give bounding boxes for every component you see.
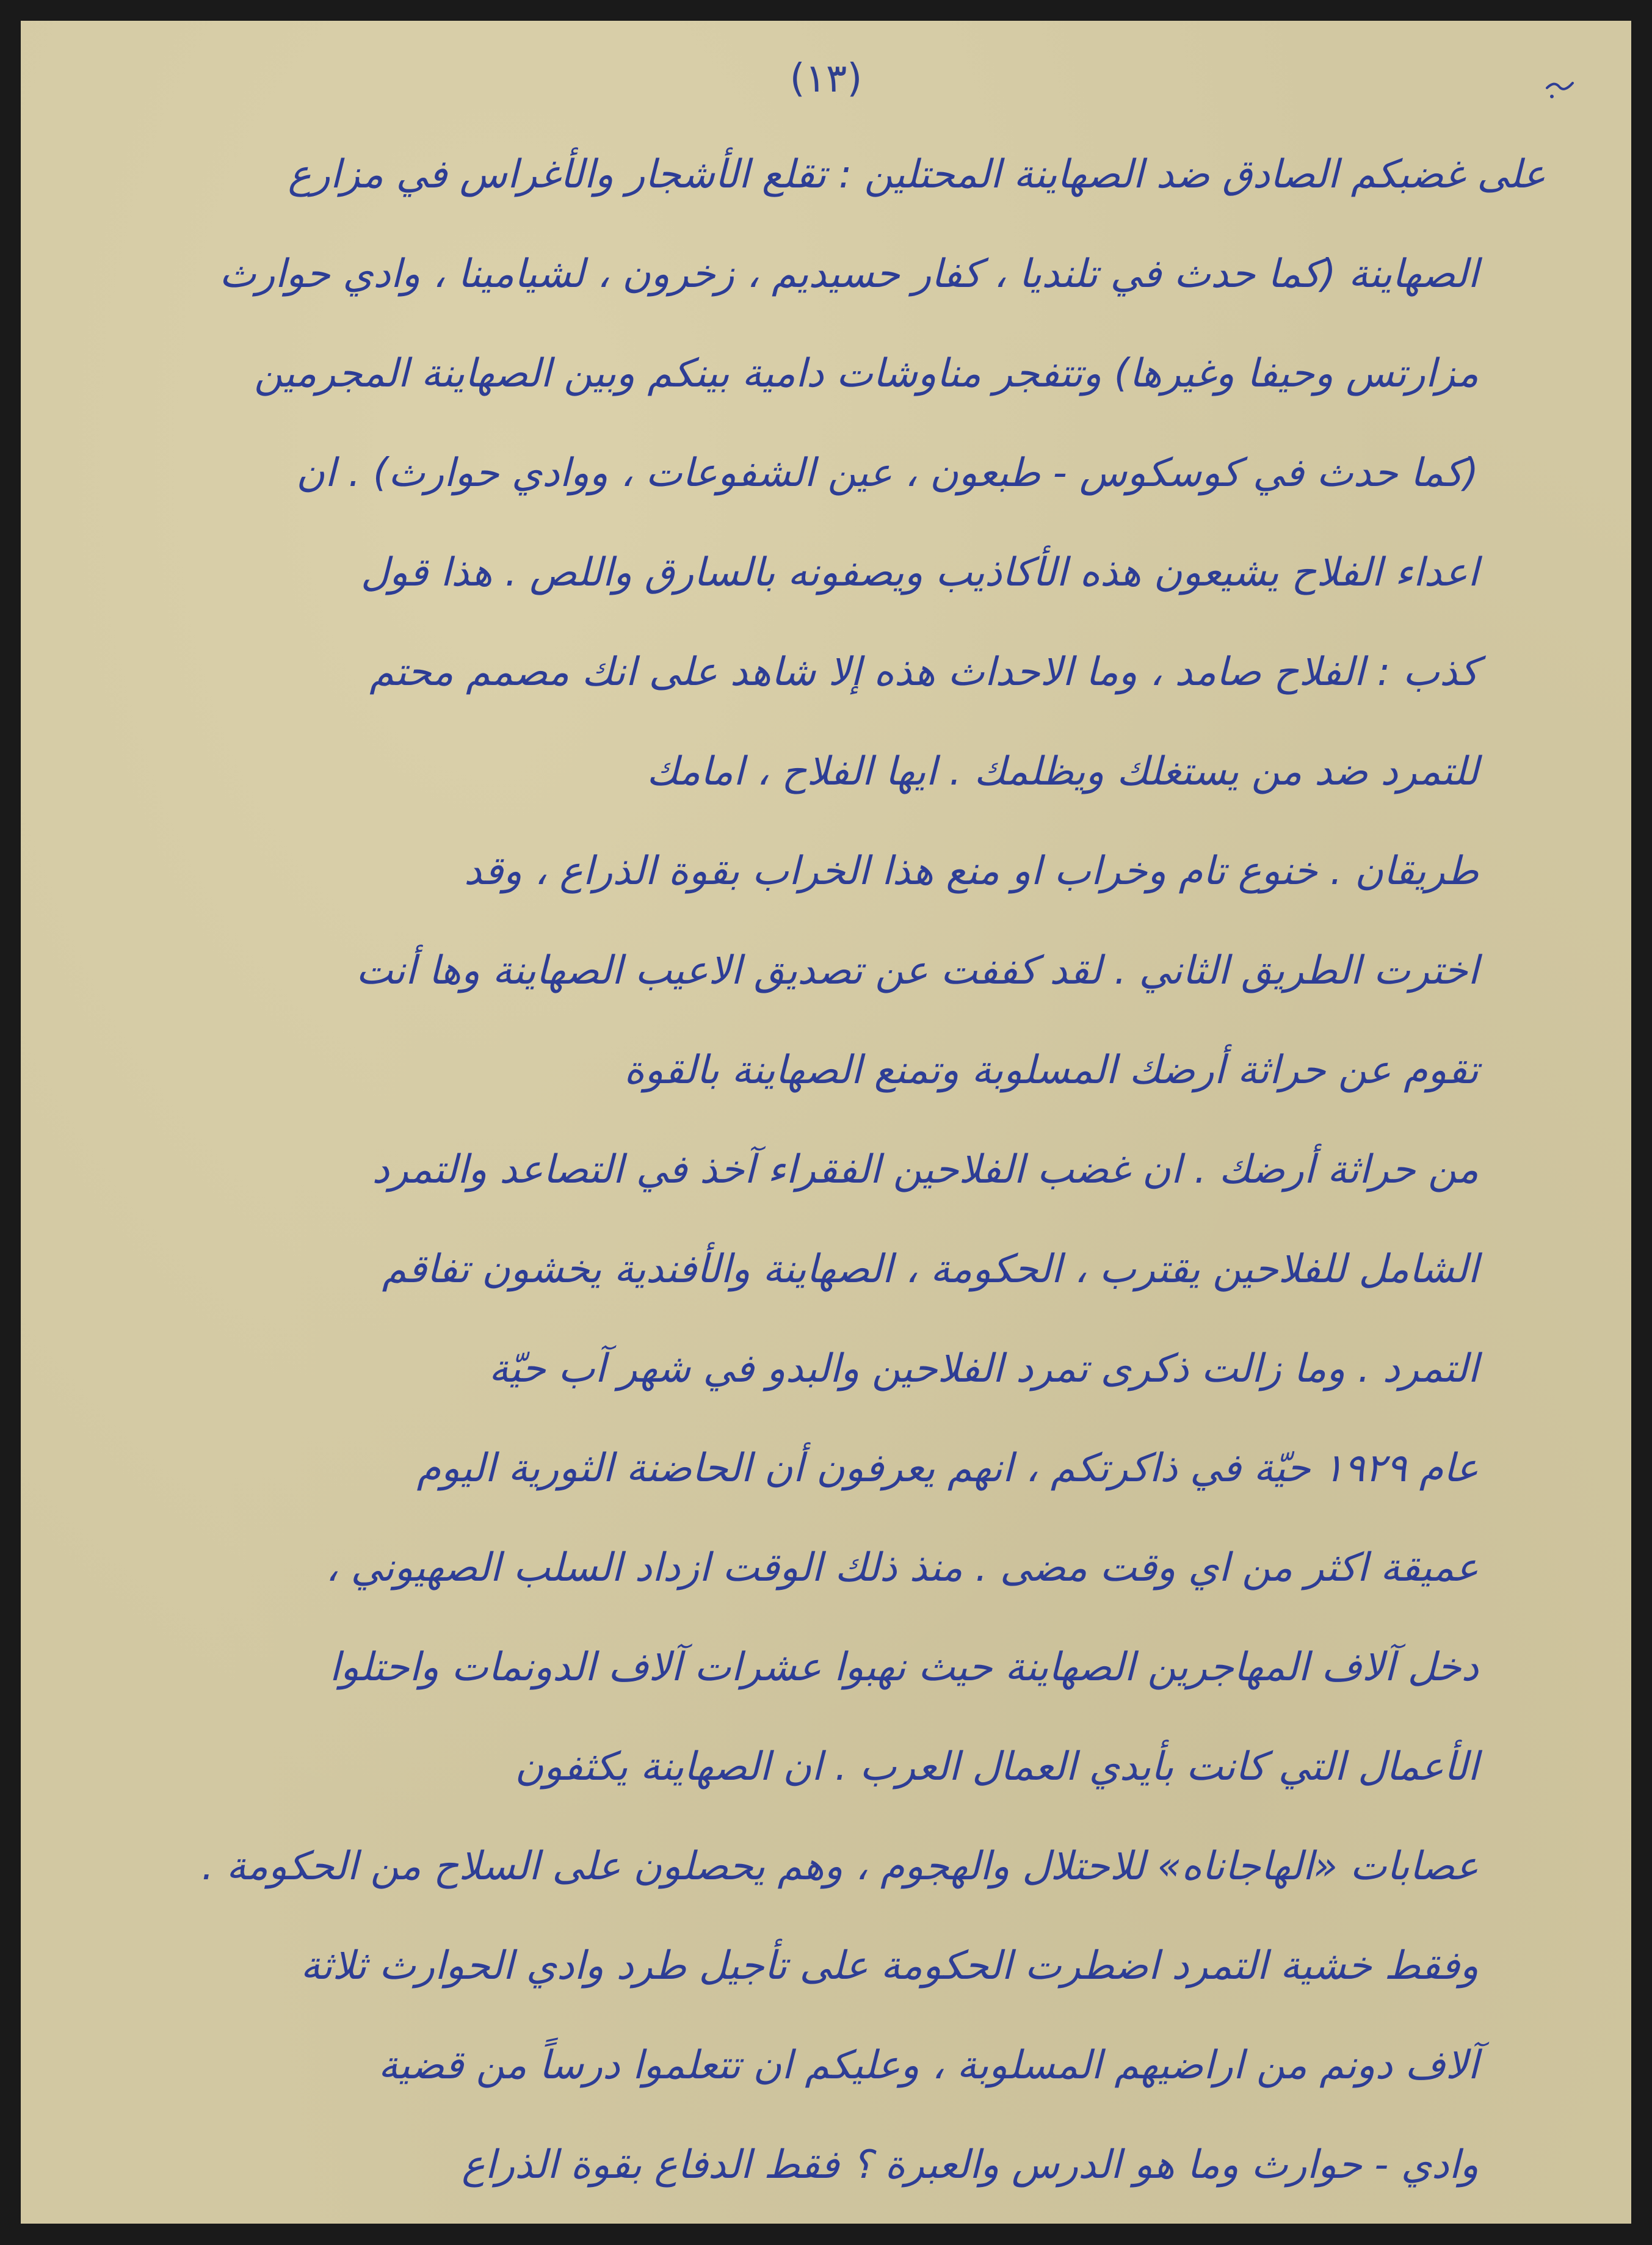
text-line: تقوم عن حراثة أرضك المسلوبة وتمنع الصهاينة بالقوة xyxy=(624,1048,1479,1093)
text-line: وادي - حوارث وما هو الدرس والعبرة ؟ فقط الدفاع بقوة الذراع xyxy=(462,2142,1479,2188)
text-line: الشامل للفلاحين يقترب ، الحكومة ، الصهاينة والأفندية يخشون تفاقم xyxy=(382,1247,1479,1292)
text-line: عصابات «الهاجاناه» للاحتلال والهجوم ، وهم يحصلون على السلاح من الحكومة . xyxy=(201,1844,1479,1889)
manuscript-page xyxy=(21,21,1631,2224)
handwritten-body xyxy=(111,152,1546,2245)
text-line: التمرد . وما زالت ذكرى تمرد الفلاحين والبدو في شهر آب حيّة xyxy=(488,1346,1479,1391)
text-line: مزارتس وحيفا وغيرها) وتتفجر مناوشات دامية بينكم وبين الصهاينة المجرمين xyxy=(254,351,1479,396)
text-line: على غضبكم الصادق ضد الصهاينة المحتلين : تقلع الأشجار والأغراس في مزارع xyxy=(288,152,1546,197)
text-line: عام ١٩٢٩ حيّة في ذاكرتكم ، انهم يعرفون أن الحاضنة الثورية اليوم xyxy=(416,1446,1479,1491)
page-number: (١٣) xyxy=(789,56,863,101)
text-line: وفقط خشية التمرد اضطرت الحكومة على تأجيل طرد وادي الحوارث ثلاثة xyxy=(300,1943,1479,1989)
text-line: (كما حدث في كوسكوس - طبعون ، عين الشفوعات ، ووادي حوارث) . ان xyxy=(296,451,1479,496)
text-line: اخترت الطريق الثاني . لقد كففت عن تصديق الاعيب الصهاينة وها أنت xyxy=(356,948,1479,993)
text-line: للتمرد ضد من يستغلك ويظلمك . ايها الفلاح ، امامك xyxy=(647,749,1479,794)
text-line: طريقان . خنوع تام وخراب او منع هذا الخراب بقوة الذراع ، وقد xyxy=(464,849,1479,894)
text-line: الأعمال التي كانت بأيدي العمال العرب . ان الصهاينة يكثفون xyxy=(515,1744,1479,1790)
text-line: كذب : الفلاح صامد ، وما الاحداث هذه إلا شاهد على انك مصمم محتم xyxy=(369,650,1479,695)
text-line: آلاف دونم من اراضيهم المسلوبة ، وعليكم ان تتعلموا درساً من قضية xyxy=(378,2043,1479,2088)
text-line: الصهاينة (كما حدث في تلنديا ، كفار حسيديم ، زخرون ، لشيامينا ، وادي حوارث xyxy=(219,252,1479,297)
corner-mark-icon xyxy=(1541,70,1578,106)
text-line: من حراثة أرضك . ان غضب الفلاحين الفقراء آخذ في التصاعد والتمرد xyxy=(372,1147,1479,1192)
text-line: عميقة اكثر من اي وقت مضى . منذ ذلك الوقت ازداد السلب الصهيوني ، xyxy=(325,1545,1479,1590)
text-line: دخل آلاف المهاجرين الصهاينة حيث نهبوا عشرات آلاف الدونمات واحتلوا xyxy=(329,1645,1479,1690)
text-line: اعداء الفلاح يشيعون هذه الأكاذيب ويصفونه بالسارق واللص . هذا قول xyxy=(360,550,1479,595)
